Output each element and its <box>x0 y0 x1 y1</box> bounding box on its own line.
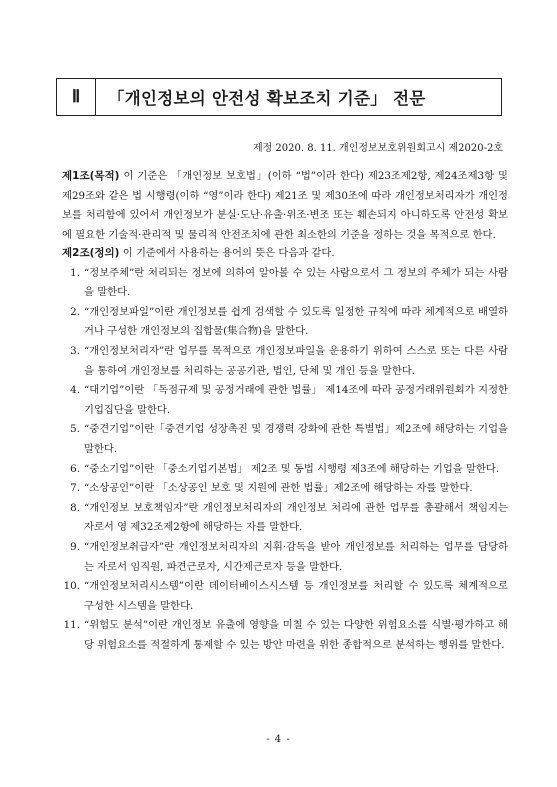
definition-item <box>62 479 508 499</box>
article-2-intro-line <box>62 244 508 264</box>
definition-text: “개인정보취급자”란 개인정보처리자의 지휘·감독을 받아 개인정보를 처리하는 업무를 담당하는 자로서 임직원, 파견근로자, 시간제근로자 등을 말한다. <box>84 540 508 573</box>
definition-item <box>62 264 508 303</box>
article-1 <box>62 167 508 245</box>
definition-number: 5. <box>70 423 80 436</box>
definition-number: 7. <box>70 482 80 495</box>
definition-number: 6. <box>70 462 80 475</box>
definition-text: “개인정보처리시스템”이란 데이터베이스시스템 등 개인정보를 처리할 수 있도록 체계적으로 구성한 시스템을 말한다. <box>84 580 508 612</box>
definition-text: “개인정보처리자”란 업무를 목적으로 개인정보파일을 운용하기 위하여 스스로 또는 다른 사람을 통하여 개인정보를 처리하는 공공기관, 법인, 단체 및 개인 등을 말한다. <box>84 344 508 377</box>
article-2-heading: 제2조(정의) <box>62 247 120 259</box>
definition-item <box>62 342 508 381</box>
article-1-body: 이 기준은 「개인정보 보호법」(이하 “법”이라 한다) 제23조제2항, 제24조제3항 및 제29조와 같은 법 시행령(이하 “영”이라 한다) 제21조 및 제30조에 따라 개인정보처리자가 개인정보를 처리함에 있어서 개인정보가 분실·도난·유출·위조·변조 또는 훼손되지 아니하도록 안전성 확보에 필요한 기술적·관리적 및 물리적 안전조치에 관한 최소한의 기준을 정하는 것을 목적으로 한다. <box>62 170 508 241</box>
definition-text: “대기업”이란 「독점규제 및 공정거래에 관한 법률」 제14조에 따라 공정거래위원회가 지정한 기업집단을 말한다. <box>84 384 508 416</box>
definition-text: “정보주체”란 처리되는 정보에 의하여 알아볼 수 있는 사람으로서 그 정보의 주체가 되는 사람을 말한다. <box>84 266 508 299</box>
definition-text: “중견기업”이란「중견기업 성장촉진 및 경쟁력 강화에 관한 특별법」제2조에 해당하는 기업을 말한다. <box>84 423 508 455</box>
definition-text: “위험도 분석”이란 개인정보 유출에 영향을 미칠 수 있는 다양한 위험요소를 식별·평가하고 해당 위험요소를 적절하게 통제할 수 있는 방안 마련을 위한 종합적으로 분석하는 행위를 말한다. <box>84 619 508 651</box>
section-number: Ⅱ <box>57 79 96 115</box>
definition-item <box>62 616 508 655</box>
definition-list <box>62 264 508 656</box>
definition-item <box>62 538 508 577</box>
section-title: 「개인정보의 안전성 확보조치 기준」 전문 <box>108 89 426 108</box>
article-2-intro: 이 기준에서 사용하는 용어의 뜻은 다음과 같다. <box>119 247 335 259</box>
article-1-heading: 제1조(목적) <box>62 170 120 182</box>
article-2 <box>62 244 508 655</box>
enactment-notice: 제정 2020. 8. 11. 개인정보보호위원회고시 제2020-2호 <box>252 143 503 154</box>
definition-item <box>62 303 508 342</box>
definition-number: 4. <box>70 384 80 397</box>
definition-number: 9. <box>70 540 80 553</box>
definition-number: 1. <box>70 266 80 279</box>
definition-item <box>62 381 508 420</box>
definition-item <box>62 460 508 480</box>
definition-text: “개인정보 보호책임자”란 개인정보처리자의 개인정보 처리에 관한 업무를 총괄해서 책임지는 자로서 영 제32조제2항에 해당하는 자를 말한다. <box>84 501 508 534</box>
definition-item <box>62 499 508 538</box>
definition-text: “개인정보파일”이란 개인정보를 쉽게 검색할 수 있도록 일정한 규칙에 따라 체계적으로 배열하거나 구성한 개인정보의 집합물(集合物)을 말한다. <box>84 305 508 338</box>
definition-number: 2. <box>70 305 80 318</box>
definition-number: 3. <box>70 344 80 357</box>
definition-item <box>62 577 508 616</box>
definition-number: 10. <box>63 580 80 593</box>
definition-text: “소상공인”이란 「소상공인 보호 및 지원에 관한 법률」제2조에 해당하는 자를 말한다. <box>84 482 473 495</box>
definition-text: “중소기업”이란 「중소기업기본법」 제2조 및 동법 시행령 제3조에 해당하는 기업을 말한다. <box>84 462 500 475</box>
definition-number: 8. <box>70 501 80 514</box>
section-title-box <box>56 78 502 116</box>
definition-number: 11. <box>63 619 80 632</box>
page-number: - 4 - <box>266 734 291 745</box>
definition-item <box>62 420 508 459</box>
